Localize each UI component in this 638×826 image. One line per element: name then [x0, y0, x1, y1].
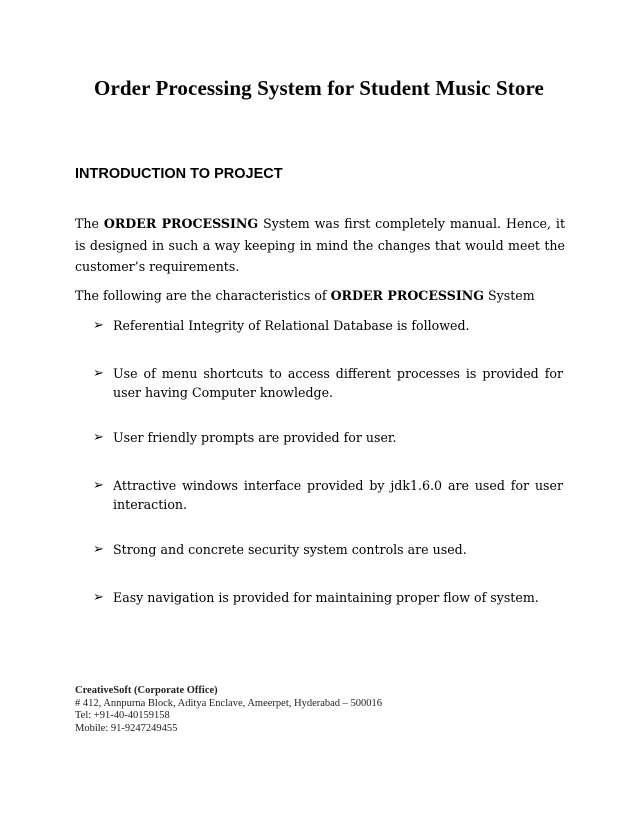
footer-contact — [75, 685, 382, 735]
bullet-text: User friendly prompts are provided for user. — [113, 430, 397, 445]
section-heading: INTRODUCTION TO PROJECT — [75, 166, 283, 182]
intro-paragraph — [75, 213, 565, 278]
bullet-text: Use of menu shortcuts to access different processes is provided for user having Computer knowledge. — [113, 366, 563, 400]
bullet-item — [93, 316, 563, 335]
characteristics-text-post: System — [483, 288, 535, 303]
bullet-item — [93, 476, 563, 514]
intro-text-bold: ORDER PROCESSING — [103, 216, 259, 231]
bullet-item — [93, 364, 563, 402]
footer-address: # 412, Annpurna Block, Aditya Enclave, Ameerpet, Hyderabad – 500016 — [75, 697, 383, 709]
bullet-item — [93, 540, 563, 559]
footer-tel: Tel: +91-40-40159158 — [75, 710, 170, 721]
footer-company: CreativeSoft (Corporate Office) — [75, 685, 218, 696]
bullet-text: Referential Integrity of Relational Database is followed. — [113, 318, 470, 333]
bullet-text: Strong and concrete security system controls are used. — [113, 542, 467, 557]
footer-mobile: Mobile: 91-9247249455 — [75, 722, 178, 734]
bullet-item — [93, 428, 563, 447]
characteristics-text-pre: The following are the characteristics of — [75, 288, 331, 303]
arrow-bullet-icon: ➢ — [93, 430, 104, 445]
arrow-bullet-icon: ➢ — [93, 590, 104, 605]
arrow-bullet-icon: ➢ — [93, 542, 104, 557]
intro-text-pre: The — [75, 216, 104, 231]
arrow-bullet-icon: ➢ — [93, 478, 104, 493]
arrow-bullet-icon: ➢ — [93, 366, 104, 381]
bullet-text: Easy navigation is provided for maintaining proper flow of system. — [113, 590, 539, 605]
document-title: Order Processing System for Student Music Store — [94, 76, 544, 100]
bullet-text: Attractive windows interface provided by jdk1.6.0 are used for user interaction. — [113, 478, 563, 512]
bullet-item — [93, 588, 563, 607]
characteristics-text-bold: ORDER PROCESSING — [330, 288, 484, 303]
arrow-bullet-icon: ➢ — [93, 318, 104, 333]
intro-text-post: System was first completely manual. Hence, it is designed in such a way keeping in mind the changes that would meet the customer’s requirements. — [75, 216, 566, 274]
characteristics-paragraph — [75, 285, 565, 307]
